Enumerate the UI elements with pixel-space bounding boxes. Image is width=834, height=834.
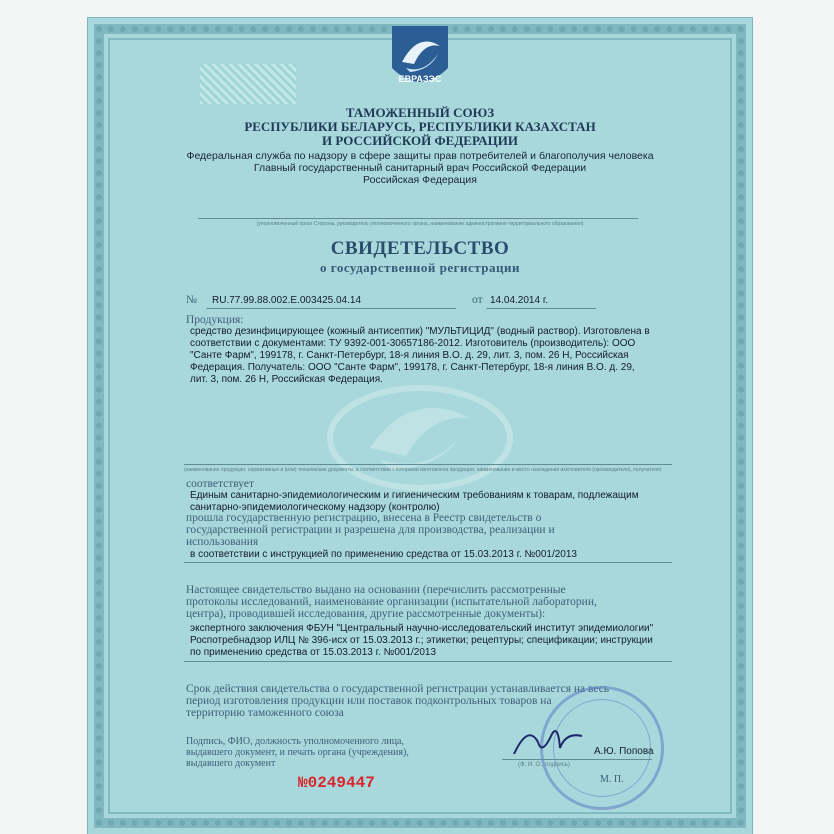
date-label: от: [472, 294, 483, 306]
evrazes-logo: [380, 24, 460, 94]
logo-text: ЕВРАЗЭС: [398, 74, 442, 84]
registration-date: 14.04.2014 г.: [490, 295, 549, 306]
certificate-subtitle: о государственной регистрации: [320, 260, 520, 275]
basis-document-line: Роспотребнадзор ИЛЦ № 396-исх от 15.03.2013 г.; этикетки; рецептуры; спецификации; инструкции: [190, 635, 653, 646]
basis-document-line: экспертного заключения ФБУН "Центральный научно-исследовательский институт эпидемиологии": [190, 623, 654, 634]
product-underline: [184, 464, 672, 465]
watermark-logo: [310, 378, 530, 498]
authority-line-3: Российская Федерация: [363, 174, 477, 186]
hologram-patch: [200, 64, 296, 104]
product-line: средство дезинфицирующее (кожный антисептик) "МУЛЬТИЦИД" (водный раствор). Изготовлена в: [190, 326, 650, 337]
authority-underline: [198, 218, 638, 219]
basis-line: протоколы исследований, наименование организации (испытательной лаборатории,: [186, 596, 597, 608]
validity-line: период изготовления продукции или поставок подконтрольных товаров на: [186, 695, 552, 707]
usage-instruction: в соответствии с инструкцией по применению средства от 15.03.2013 г. №001/2013: [190, 549, 577, 560]
authority-line-1: Федеральная служба по надзору в сфере защиты прав потребителей и благополучия человека: [186, 150, 654, 162]
signature-caption: (Ф. И. О., подпись): [518, 762, 570, 768]
authority-line-2: Главный государственный санитарный врач Российской Федерации: [253, 162, 587, 174]
basis-document-line: по применению средства от 15.03.2013 г. №001/2013: [190, 647, 437, 658]
conformity-line: санитарно-эпидемиологическому надзору (контролю): [190, 502, 440, 513]
signature-label-line: выдавшего документ, и печать органа (учреждения),: [186, 747, 409, 758]
product-line: Федерация. Получатель: ООО "Санте Фарм", 199178, г. Санкт-Петербург, 18-я линия В.О. д. 29,: [190, 362, 635, 373]
header-line-2: РЕСПУБЛИКИ БЕЛАРУСЬ, РЕСПУБЛИКИ КАЗАХСТАН: [244, 119, 596, 134]
header-line-1: ТАМОЖЕННЫЙ СОЮЗ: [345, 105, 495, 120]
signature-label-line: Подпись, ФИО, должность уполномоченного лица,: [186, 736, 404, 747]
certificate-page: [88, 18, 752, 834]
conformity-line: Единым санитарно-эпидемиологическим и гигиеническим требованиям к товарам, подлежащим: [190, 490, 639, 501]
header-line-3: И РОССИЙСКОЙ ФЕДЕРАЦИИ: [322, 133, 518, 148]
product-line: лит. 3, пом. 26 Н, Российская Федерация.: [190, 374, 383, 385]
validity-line: Срок действия свидетельства о государственной регистрации устанавливается на весь: [186, 683, 610, 695]
product-label: Продукция:: [186, 314, 244, 326]
basis-line: центра), проводившей исследования, другие рассмотренные документы):: [186, 608, 546, 620]
signature-label-line: выдавшего документ: [186, 758, 276, 769]
product-caption: (наименование продукции, нормативные и (или) технические документы, в соответствии с которыми изготовлена продукция, наименование и место нахождения изготовителя (производителя), получателя): [184, 467, 662, 473]
product-line: "Санте Фарм", 199178, г. Санкт-Петербург, 18-я линия В.О. д. 29, лит. 3, пом. 26 Н, Российская: [190, 350, 629, 361]
registration-line: использования: [186, 536, 259, 548]
signature-underline: [502, 759, 652, 760]
registration-line: прошла государственную регистрацию, внесена в Реестр свидетельств о: [186, 512, 542, 524]
signature-mark: [508, 722, 588, 767]
number-label: №: [186, 294, 197, 306]
signatory-name: А.Ю. Попова: [594, 746, 654, 757]
authority-caption: (уполномоченный орган Стороны, руководитель уполномоченного органа, наименование административно-территориального образования): [256, 221, 584, 227]
basis-line: Настоящее свидетельство выдано на основании (перечислить рассмотренные: [186, 584, 566, 596]
serial-number: №0249447: [298, 774, 375, 792]
date-underline: [486, 308, 596, 309]
registration-number: RU.77.99.88.002.Е.003425.04.14: [212, 295, 362, 306]
number-underline: [206, 308, 456, 309]
usage-underline: [184, 562, 672, 563]
basis-underline: [184, 661, 672, 662]
registration-line: государственной регистрации и разрешена для производства, реализации и: [186, 524, 555, 536]
validity-line: территорию таможенного союза: [186, 707, 344, 719]
conformity-label: соответствует: [186, 478, 255, 490]
seal-place-label: М. П.: [600, 774, 624, 785]
product-line: соответствии с документами: ТУ 9392-001-30657186-2012. Изготовитель (производитель): ООО: [190, 338, 636, 349]
certificate-title: СВИДЕТЕЛЬСТВО: [330, 238, 510, 259]
